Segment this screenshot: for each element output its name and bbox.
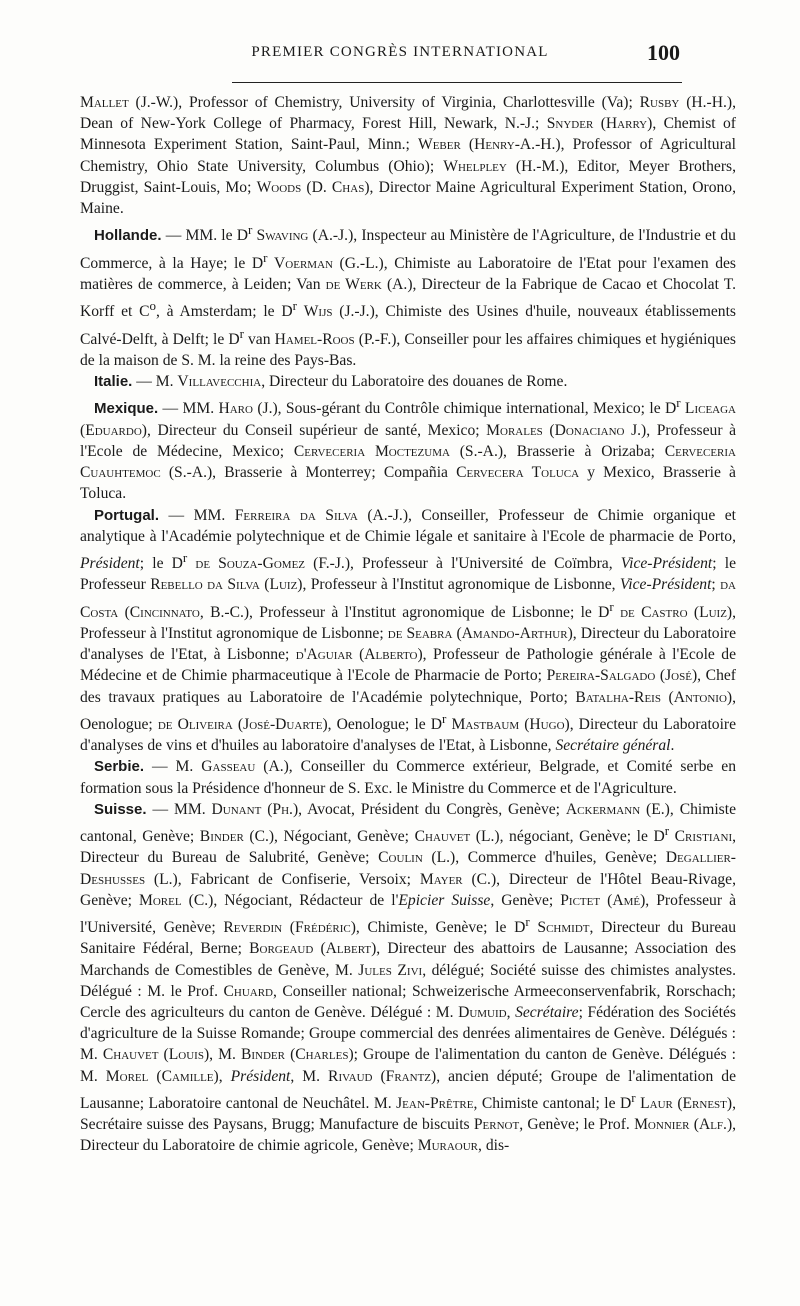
country-paragraph: Suisse. — MM. Dunant (Ph.), Avocat, Président du Congrès, Genève; Ackermann (E.), Chimiste cantonal, Genève; Binder (C.), Négociant, Genève; Chauvet (L.), négociant, Genève; le $D^r$ Cristiani, Directeur du Bureau de Salubrité, Genève; Coulin (L.), Commerce d'huiles, Genève; Degallier-Deshusses (L.), Fabricant de Confiserie, Versoix; Mayer (C.), Directeur de l'Hôtel Beau-Rivage, Genève; Morel (C.), Négociant, Rédacteur de l'Epicier Suisse, Genève; Pictet (Amé), Professeur à l'Université, Genève; Reverdin (Frédéric), Chimiste, Genève; le $D^r$ Schmidt, Directeur du Bureau Sanitaire Fédéral, Berne; Borgeaud (Albert), Directeur des abattoirs de Lausanne; Association des Marchands de Comestibles de Genève, M. Jules Zivi, délégué; Société suisse des chimistes analystes. Délégué : M. le Prof. Chuard, Conseiller national; Schweizerische Armeeconservenfabrik, Rorschach; Cercle des agriculteurs du canton de Genève. Délégué : M. Dumuid, Secrétaire; Fédération des Sociétés d'agriculture de la Suisse Romande; Groupe commercial des denrées alimentaires de Genève. Délégués : M. Chauvet (Louis), M. Binder (Charles); Groupe de l'alimentation du canton de Genève. Délégués : M. Morel (Camille), Président, M. Rivaud (Frantz), ancien député; Groupe de l'alimentation de Lausanne; Laboratoire cantonal de Neuchâtel. M. Jean-Prêtre, Chimiste cantonal; le $D^r$ Laur (Ernest), Secrétaire suisse des Paysans, Brugg; Manufacture de biscuits Pernot, Genève; le Prof. Monnier (Alf.), Directeur du Laboratoire de chimie agricole, Genève; Muraour, dis- [80,800,737,1155]
country-paragraph: Portugal. — MM. Ferreira da Silva (A.-J.), Conseiller, Professeur de Chimie organique et analytique à l'Académie polytechnique et de Chimie légale et sanitaire à l'Ecole de pharmacie de Porto, Président; le $D^r$ de Souza-Gomez (F.-J.), Professeur à l'Université de Coïmbra, Vice-Président; le Professeur Rebello da Silva (Luiz), Professeur à l'Institut agronomique de Lisbonne, Vice-Président; da Costa (Cincinnato, B.-C.), Professeur à l'Institut agronomique de Lisbonne; le $D^r$ de Castro (Luiz), Professeur à l'Institut agronomique de Lisbonne; de Seabra (Amando-Arthur), Directeur du Laboratoire d'analyses de l'Etat, à Lisbonne; d'Aguiar (Alberto), Professeur de Pathologie générale à l'Ecole de Médecine et de Chimie pharmaceutique à l'Ecole de Pharmacie de Porto; Pereira-Salgado (José), Chef des travaux pratiques au Laboratoire de l'Académie polytechnique, Porto; Batalha-Reis (Antonio), Oenologue; de Oliveira (José-Duarte), Oenologue; le $D^r$ Mastbaum (Hugo), Directeur du Laboratoire d'analyses de vins et d'huiles au laboratoire d'analyses de l'Etat, à Lisbonne, Secrétaire général. [80,506,737,755]
page-header [80,40,720,80]
country-paragraph: Italie. — M. Villavecchia, Directeur du Laboratoire des douanes de Rome. [94,373,568,391]
country-paragraph: Mexique. — MM. Haro (J.), Sous-gérant du Contrôle chimique international, Mexico; le $D^r$ Liceaga (Eduardo), Directeur du Conseil supérieur de santé, Mexico; Morales (Donaciano J.), Professeur à l'Ecole de Médecine, Mexico; Cerveceria Moctezuma (S.-A.), Brasserie à Orizaba; Cerveceria Cuauhtemoc (S.-A.), Brasserie à Monterrey; Compañia Cervecera Toluca y Mexico, Brasserie à Toluca. [80,395,737,503]
country-paragraph: Hollande. — MM. le $D^r$ Swaving (A.-J.), Inspecteur au Ministère de l'Agriculture, de l'Industrie et du Commerce, à la Haye; le $D^r$ Voerman (G.-L.), Chimiste au Laboratoire de l'Etat pour l'examen des matières de commerce, à Leiden; Van de Werk (A.), Directeur de la Fabrique de Cacao et Chocolat T. Korff et $C^o$, à Amsterdam; le $D^r$ Wijs (J.-J.), Chimiste des Usines d'huile, nouveaux établissements Calvé-Delft, à Delft; le $D^r$ van Hamel-Roos (P.-F.), Conseiller pour les affaires chimiques et hygiéniques de la maison de S. M. la reine des Pays-Bas. [80,222,737,369]
continuation-paragraph: Mallet (J.-W.), Professor of Chemistry, University of Virginia, Charlottesville (Va); Rusby (H.-H.), Dean of New-York College of Pharmacy, Forest Hill, Newark, N.-J.; Snyder (Harry), Chemist of Minnesota Experiment Station, Saint-Paul, Minn.; Weber (Henry-A.-H.), Professor of Agricultural Chemistry, Ohio State University, Columbus (Ohio); Whelpley (H.-M.), Editor, Meyer Brothers, Druggist, Saint-Louis, Mo; Woods (D. Chas), Director Maine Agricultural Experiment Station, Orono, Maine. [80,94,737,218]
page-body [80,92,736,1157]
country-paragraph: Serbie. — M. Gasseau (A.), Conseiller du Commerce extérieur, Belgrade, et Comité serbe en formation sous la Présidence d'honneur de S. Exc. le Ministre du Commerce et de l'Agriculture. [80,758,736,797]
header-rule [232,82,682,83]
page-number: 100 [647,40,680,65]
running-head: PREMIER CONGRÈS INTERNATIONAL [251,44,549,60]
